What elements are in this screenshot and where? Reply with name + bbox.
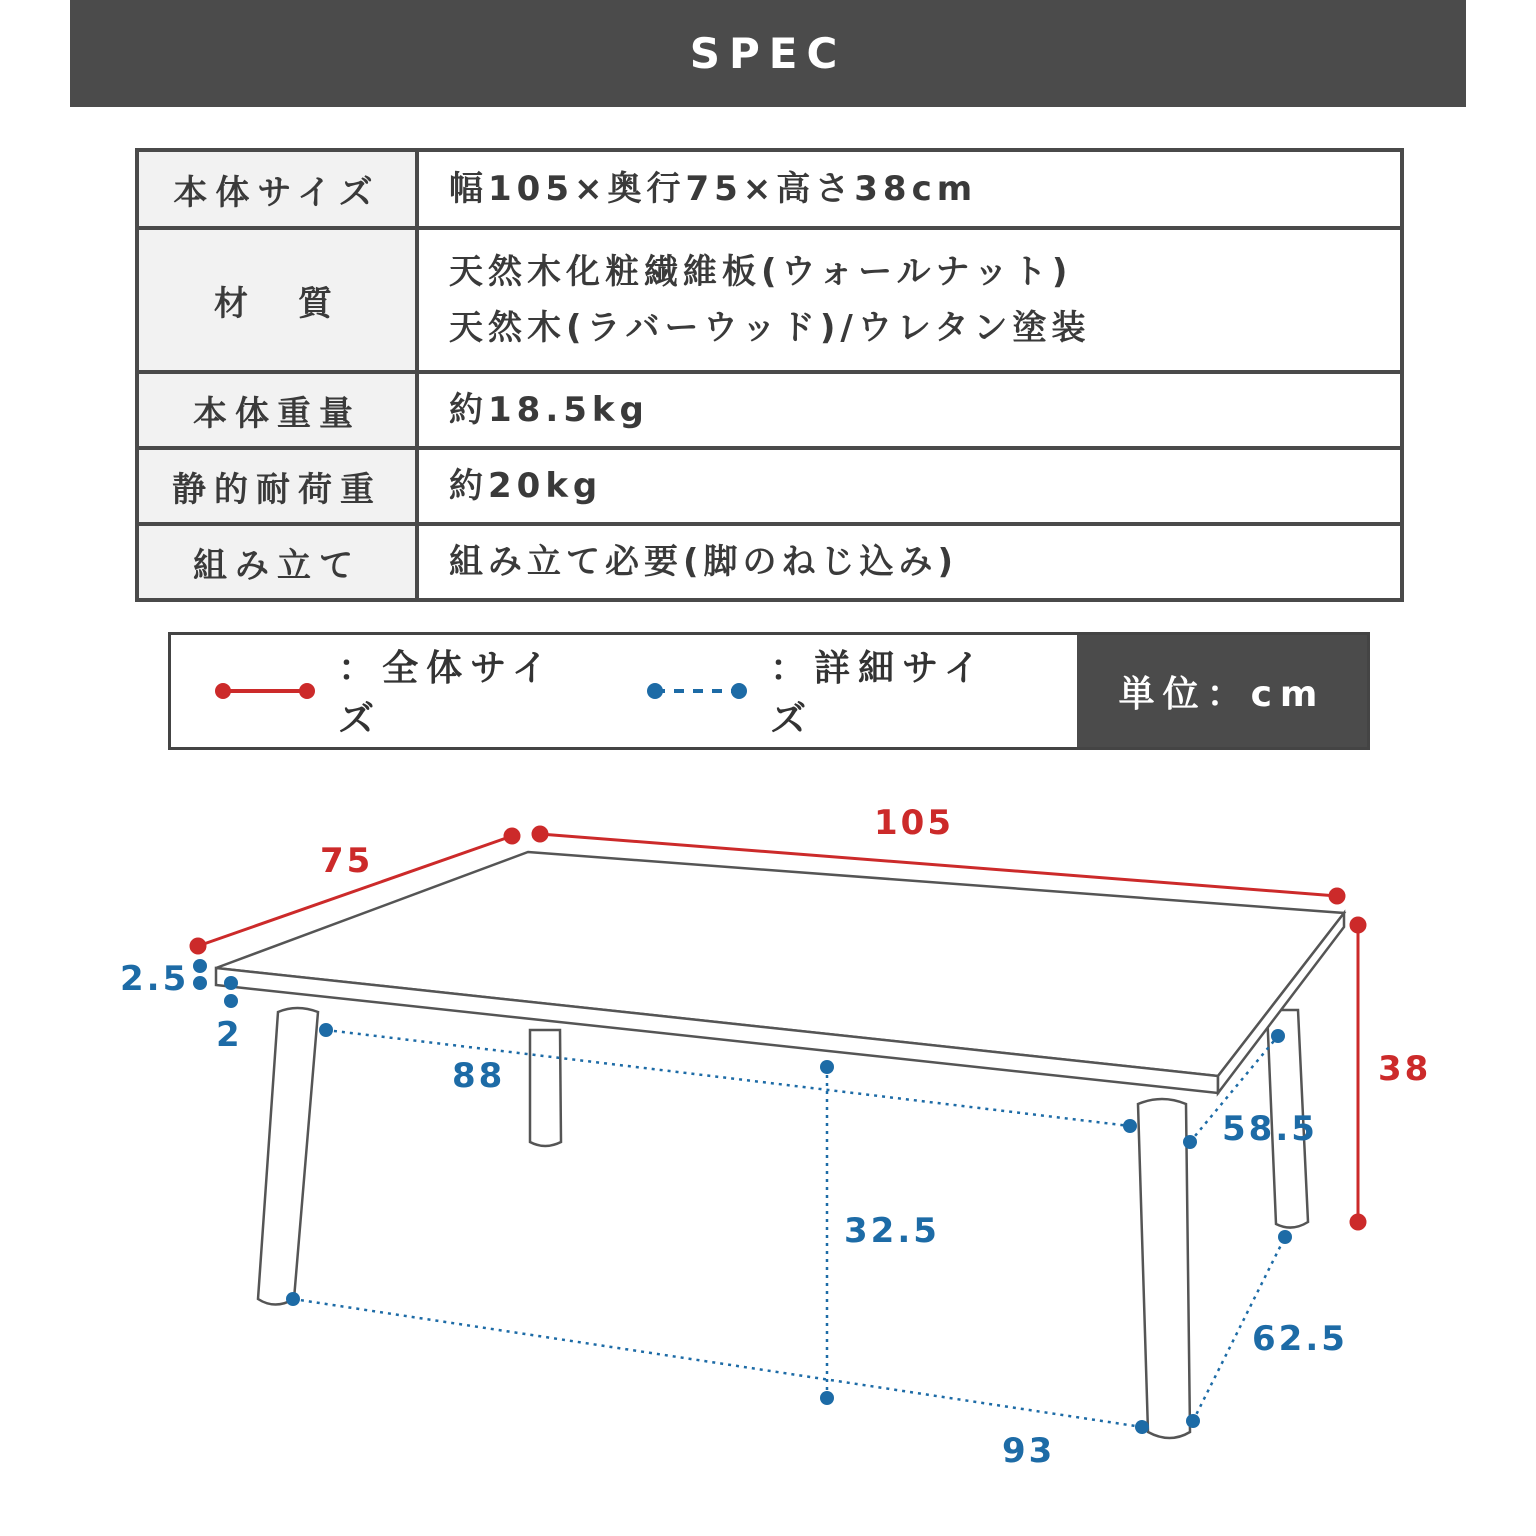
- header-title: SPEC: [689, 29, 847, 78]
- blue-dashed-line-icon: [645, 681, 748, 701]
- spec-row-material: [137, 228, 1402, 372]
- spec-row-size: [137, 150, 1402, 228]
- dimension-dot: [1351, 918, 1365, 932]
- detail-dimension-lines: [293, 1030, 1285, 1427]
- leg-depth-label: 62.5: [1252, 1319, 1348, 1359]
- dimension-dot: [1271, 1029, 1285, 1043]
- dimension-dot: [1351, 1215, 1365, 1229]
- spec-row-weight: [137, 372, 1402, 448]
- inner-width-label: 88: [452, 1056, 506, 1096]
- dimension-dot: [224, 976, 238, 990]
- under-height-label: 32.5: [844, 1211, 940, 1251]
- legend-overall-label: ：全体サイズ: [338, 648, 556, 740]
- spec-label-load: 静的耐荷重: [137, 448, 417, 524]
- depth-label: 75: [320, 841, 374, 881]
- spec-label-size: 本体サイズ: [137, 150, 417, 228]
- spec-value-line: 幅105×奥行75×高さ38cm: [449, 169, 978, 209]
- dimension-dot: [193, 959, 207, 973]
- legend-detail-label: ：詳細サイズ: [770, 648, 988, 740]
- spec-value-material: [417, 228, 1402, 372]
- unit-label: 単位：cm: [1077, 635, 1367, 747]
- spec-value-line: 天然木化粧繊維板(ウォールナット): [449, 252, 1073, 292]
- legend-detail: [645, 640, 1029, 742]
- dimension-dot: [286, 1292, 300, 1306]
- apron-label: 2: [216, 1015, 243, 1055]
- spec-value-line: 天然木(ラバーウッド)/ウレタン塗装: [449, 308, 1091, 348]
- table-leg-front-left: [258, 1008, 318, 1305]
- dimension-dot: [533, 827, 547, 841]
- spec-value-assembly: [417, 524, 1402, 600]
- spec-header: [70, 0, 1466, 107]
- red-line-icon: [213, 681, 316, 701]
- spec-row-load: [137, 448, 1402, 524]
- dimension-dot: [191, 939, 205, 953]
- spec-value-line: 組み立て必要(脚のねじ込み): [449, 542, 959, 582]
- spec-label-assembly: 組み立て: [137, 524, 417, 600]
- dimension-dot: [1186, 1414, 1200, 1428]
- dimension-dot: [820, 1060, 834, 1074]
- spec-label-material: 材 質: [137, 228, 417, 372]
- dimension-dot: [1278, 1230, 1292, 1244]
- legend-overall: [213, 640, 597, 742]
- dimension-dot: [224, 994, 238, 1008]
- table-leg-front-right: [1138, 1099, 1190, 1438]
- leg-width-line: [293, 1299, 1142, 1427]
- leg-width-label: 93: [1002, 1431, 1056, 1471]
- spec-value-size: [417, 150, 1402, 228]
- spec-value-load: [417, 448, 1402, 524]
- dimension-dot: [1135, 1420, 1149, 1434]
- dimension-dot: [1183, 1135, 1197, 1149]
- spec-row-assembly: [137, 524, 1402, 600]
- width-label: 105: [874, 803, 954, 843]
- height-label: 38: [1378, 1049, 1432, 1089]
- table-leg-back-left: [530, 1030, 561, 1146]
- legend-items: [171, 635, 1077, 747]
- dimension-dot: [505, 829, 519, 843]
- spec-value-weight: [417, 372, 1402, 448]
- legend-box: [168, 632, 1370, 750]
- dimension-dot: [820, 1391, 834, 1405]
- spec-label-weight: 本体重量: [137, 372, 417, 448]
- table-dimension-diagram: [0, 780, 1536, 1520]
- spec-value-line: 約18.5kg: [449, 390, 649, 430]
- top-thickness-label: 2.5: [120, 959, 190, 999]
- dimension-dot: [193, 976, 207, 990]
- spec-value-line: 約20kg: [449, 466, 603, 506]
- table-drawing: [216, 852, 1344, 1438]
- dimension-dot: [1123, 1119, 1137, 1133]
- dimension-dot: [319, 1023, 333, 1037]
- dimension-dot: [1330, 889, 1344, 903]
- inner-depth-label: 58.5: [1222, 1109, 1318, 1149]
- spec-table: [135, 148, 1404, 602]
